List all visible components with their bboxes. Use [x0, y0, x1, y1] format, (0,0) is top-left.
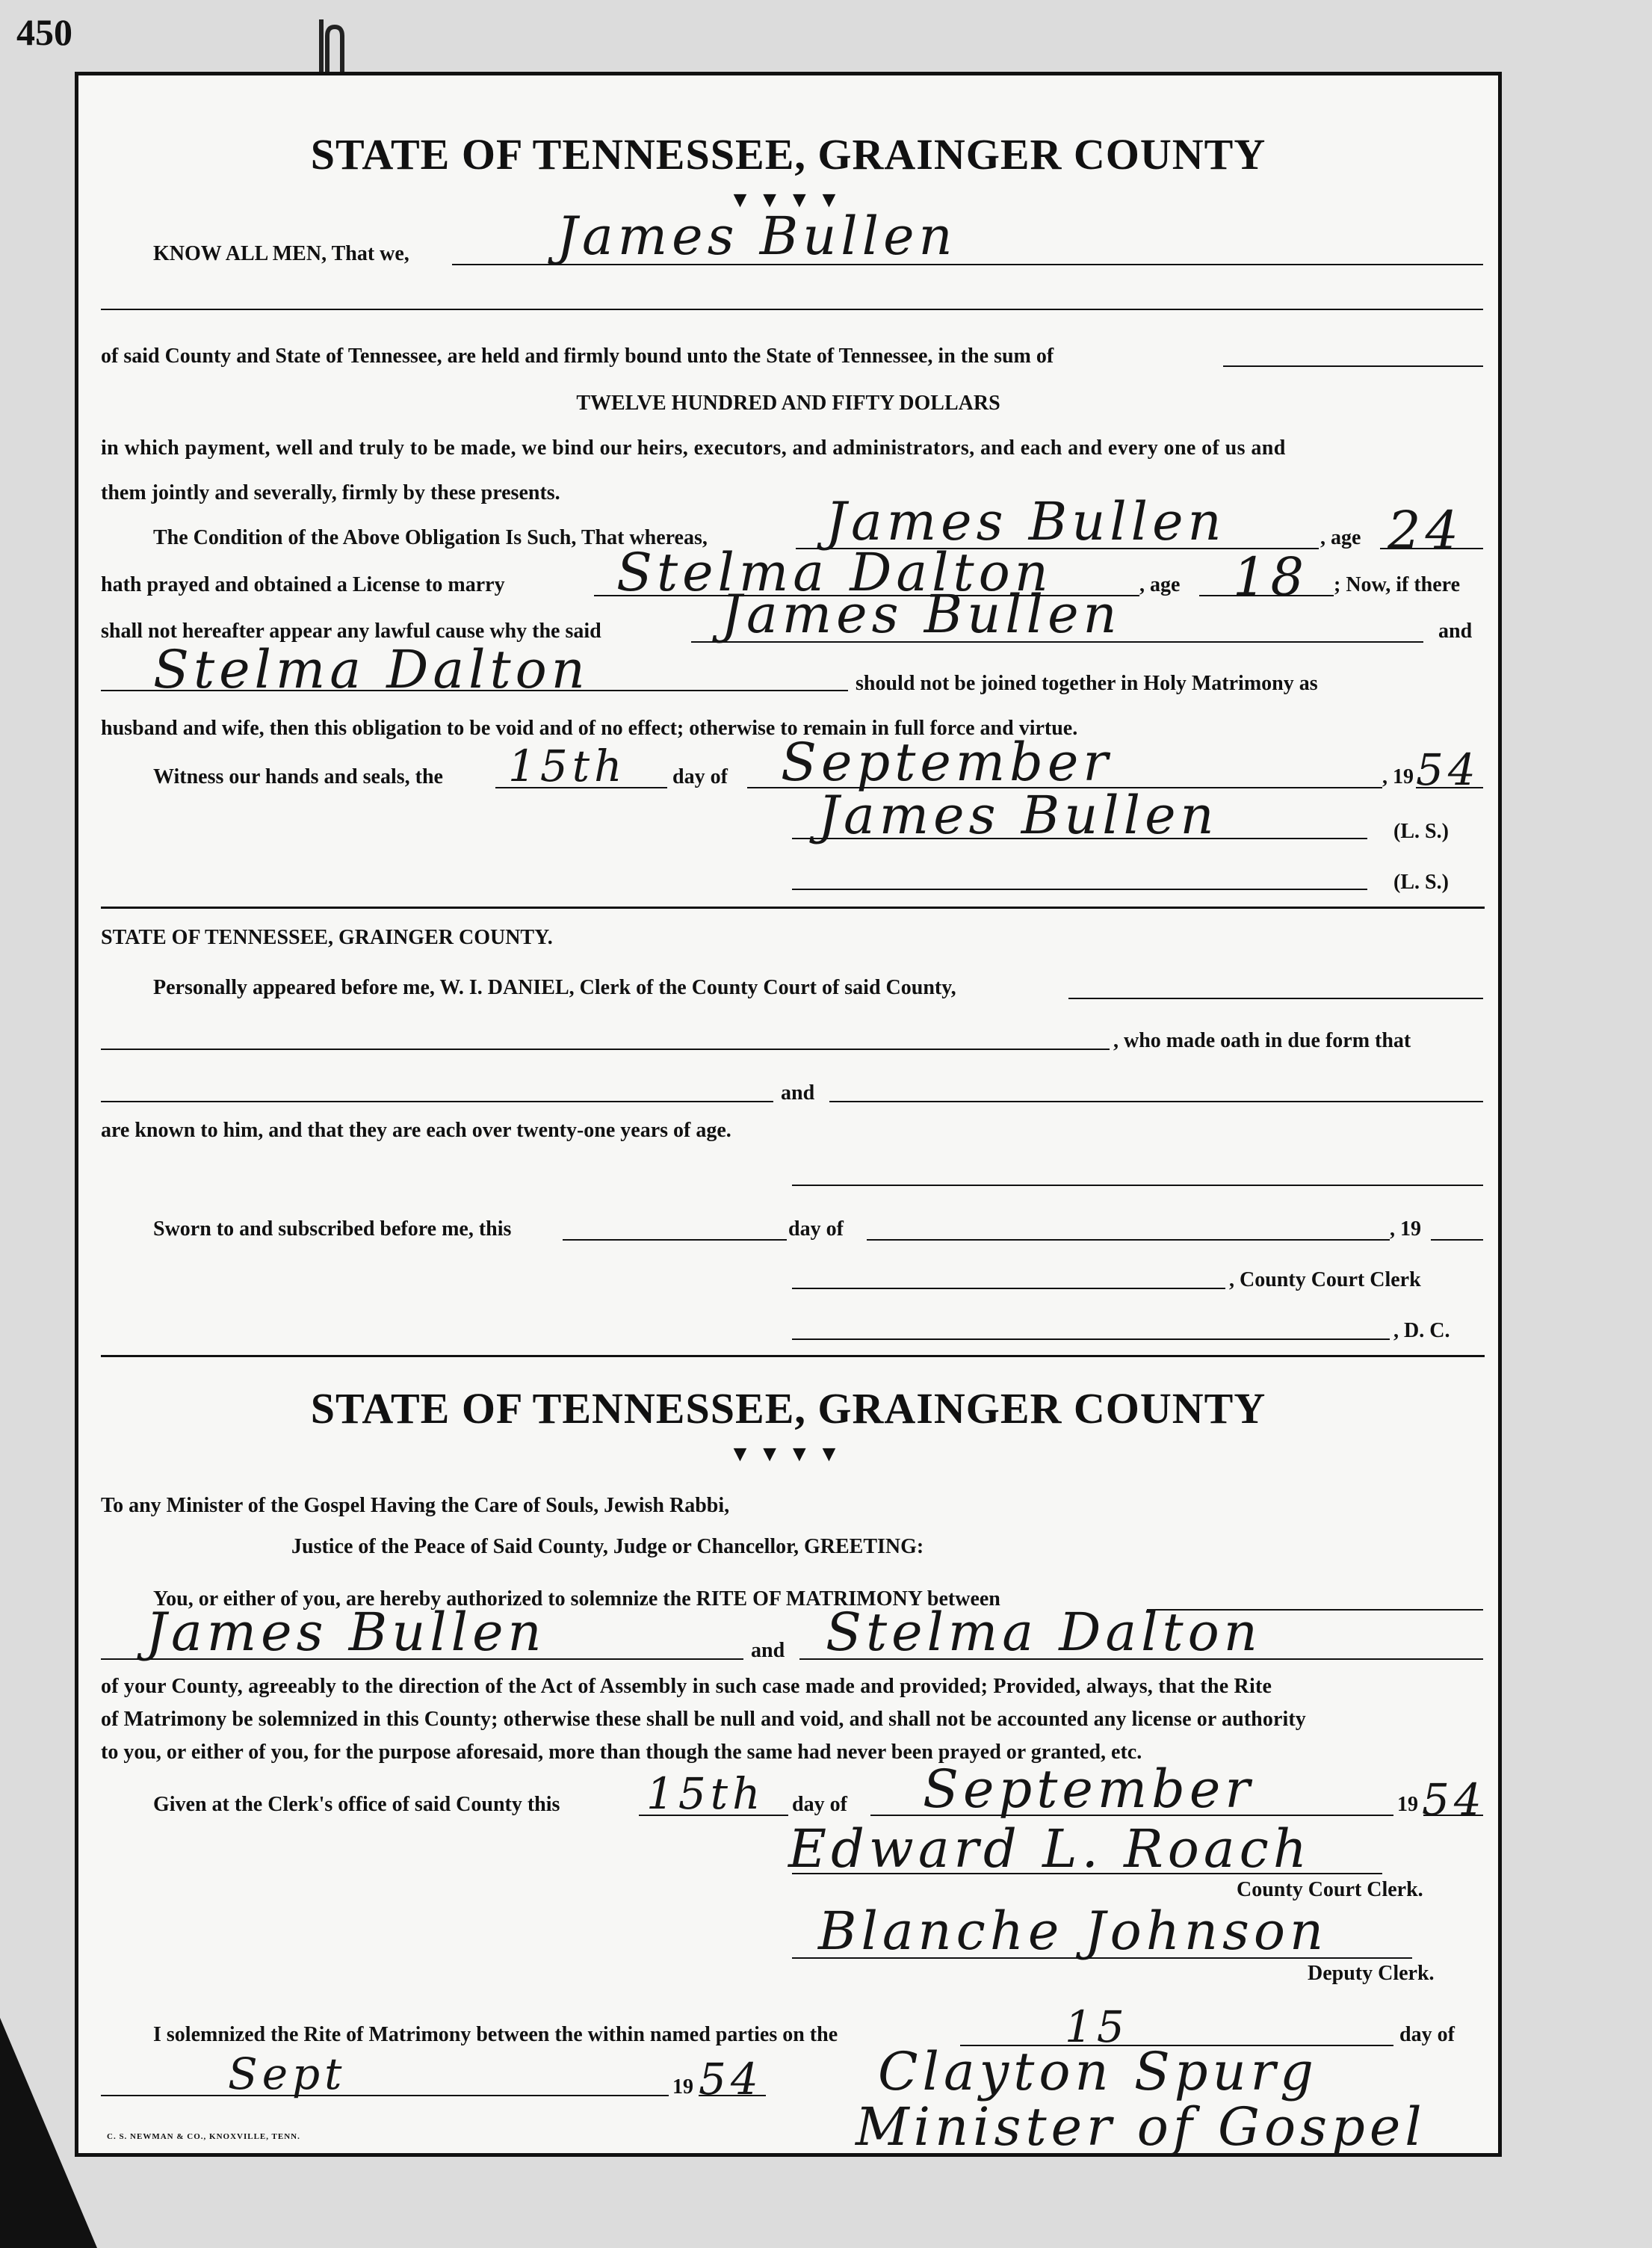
bride-name: Stelma Dalton	[616, 542, 1053, 603]
witness-day: 15th	[508, 741, 627, 791]
given-year-prefix: 19	[1397, 1793, 1418, 1816]
bound-party-name: James Bullen	[557, 206, 957, 267]
sworn-day-of: day of	[788, 1217, 844, 1241]
license-bride-name: Stelma Dalton	[826, 1602, 1262, 1663]
bond-heading: STATE OF TENNESSEE, GRAINGER COUNTY	[310, 130, 1266, 179]
county-text-2: of Matrimony be solemnized in this County; otherwise these shall be null and void, and shall not be accounted any license or authority	[101, 1708, 1306, 1731]
ls-seal-1: (L. S.)	[1393, 820, 1449, 843]
sworn-text: Sworn to and subscribed before me, this	[153, 1217, 512, 1241]
groom-name-2: James Bullen	[721, 584, 1122, 645]
deputy-clerk-label: Deputy Clerk.	[1308, 1962, 1435, 1985]
given-year: 54	[1422, 1774, 1486, 1825]
given-month: September	[923, 1758, 1255, 1820]
bride-age: 18	[1233, 546, 1309, 608]
witness-text: Witness our hands and seals, the	[153, 765, 443, 788]
authorized-text: You, or either of you, are hereby authorized to solemnize the RITE OF MATRIMONY between	[153, 1587, 1000, 1611]
witness-year-prefix: , 19	[1382, 765, 1414, 788]
oath-heading: STATE OF TENNESSEE, GRAINGER COUNTY.	[101, 926, 553, 949]
shall-not-text: shall not hereafter appear any lawful cause why the said	[101, 620, 601, 643]
license-ornament-icon: ▼▼▼▼	[728, 1442, 848, 1466]
solemnized-month: Sept	[228, 2048, 347, 2099]
solemnized-day-of: day of	[1399, 2023, 1455, 2046]
condition-text: The Condition of the Above Obligation Is Such, That whereas,	[153, 526, 708, 549]
groom-name: James Bullen	[826, 491, 1226, 552]
oath-and-label: and	[781, 1081, 815, 1105]
and-label: and	[1438, 620, 1473, 643]
printer-imprint: C. S. NEWMAN & CO., KNOXVILLE, TENN.	[107, 2132, 300, 2141]
bride-age-label: , age	[1139, 573, 1181, 596]
payment-text-1: in which payment, well and truly to be made, we bind our heirs, executors, and administrators, and each and every one of us and	[101, 436, 1286, 460]
ls-seal-2: (L. S.)	[1393, 871, 1449, 894]
heading-ornament-icon: ▼▼▼▼	[728, 188, 848, 212]
solemnized-text: I solemnized the Rite of Matrimony between the within named parties on the	[153, 2023, 838, 2046]
bound-text: of said County and State of Tennessee, are held and firmly bound unto the State of Tennessee, in the sum of	[101, 345, 1054, 368]
solemnized-year-prefix: 19	[672, 2075, 693, 2099]
sworn-year-prefix: , 19	[1390, 1217, 1421, 1241]
husband-text: husband and wife, then this obligation to be void and of no effect; otherwise to remain in full force and virtue.	[101, 717, 1078, 740]
oath-clerk-label: , County Court Clerk	[1229, 1268, 1421, 1291]
bond-sum: TWELVE HUNDRED AND FIFTY DOLLARS	[576, 392, 1000, 415]
joined-text: should not be joined together in Holy Matrimony as	[856, 672, 1318, 695]
justice-greeting-text: Justice of the Peace of Said County, Judge or Chancellor, GREETING:	[291, 1535, 924, 1558]
know-all-men-text: KNOW ALL MEN, That we,	[153, 242, 409, 265]
witness-month: September	[781, 732, 1113, 793]
given-day: 15th	[646, 1768, 765, 1819]
given-day-of: day of	[792, 1793, 847, 1816]
oath-dc-label: , D. C.	[1393, 1319, 1450, 1342]
now-if-there-text: ; Now, if there	[1334, 573, 1460, 596]
oath-text: , who made oath in due form that	[1113, 1029, 1411, 1052]
deputy-signature: Blanche Johnson	[818, 1900, 1328, 1962]
solemnized-year: 54	[699, 2054, 763, 2105]
age-label: , age	[1320, 526, 1361, 549]
license-heading: STATE OF TENNESSEE, GRAINGER COUNTY	[310, 1384, 1266, 1433]
witness-day-of: day of	[672, 765, 728, 788]
marriage-bond-form	[75, 72, 1502, 2157]
groom-age: 24	[1388, 500, 1464, 561]
license-groom-name: James Bullen	[146, 1602, 546, 1663]
page-number: 450	[16, 11, 72, 53]
license-and-label: and	[751, 1639, 785, 1662]
county-text-1: of your County, agreeably to the direction of the Act of Assembly in such case made and provided; Provided, always, that the Rite	[101, 1675, 1272, 1698]
payment-text-2: them jointly and severally, firmly by these presents.	[101, 481, 560, 504]
prayed-text: hath prayed and obtained a License to marry	[101, 573, 505, 596]
bond-signature: James Bullen	[818, 785, 1219, 846]
minister-signature: Clayton Spurg	[878, 2041, 1318, 2102]
given-text: Given at the Clerk's office of said County this	[153, 1793, 560, 1816]
license-clerk-label: County Court Clerk.	[1237, 1878, 1423, 1901]
minister-title: Minister of Gospel	[856, 2096, 1426, 2158]
known-text: are known to him, and that they are each over twenty-one years of age.	[101, 1119, 731, 1142]
clerk-signature: Edward L. Roach	[788, 1818, 1311, 1880]
to-any-minister-text: To any Minister of the Gospel Having the Care of Souls, Jewish Rabbi,	[101, 1494, 730, 1517]
county-text-3: to you, or either of you, for the purpose aforesaid, more than though the same had never been prayed or granted, etc.	[101, 1741, 1142, 1764]
bride-name-2: Stelma Dalton	[153, 639, 590, 700]
witness-year: 54	[1416, 744, 1480, 795]
solemnized-day: 15	[1065, 2001, 1129, 2052]
appeared-text: Personally appeared before me, W. I. DANIEL, Clerk of the County Court of said County,	[153, 976, 956, 999]
